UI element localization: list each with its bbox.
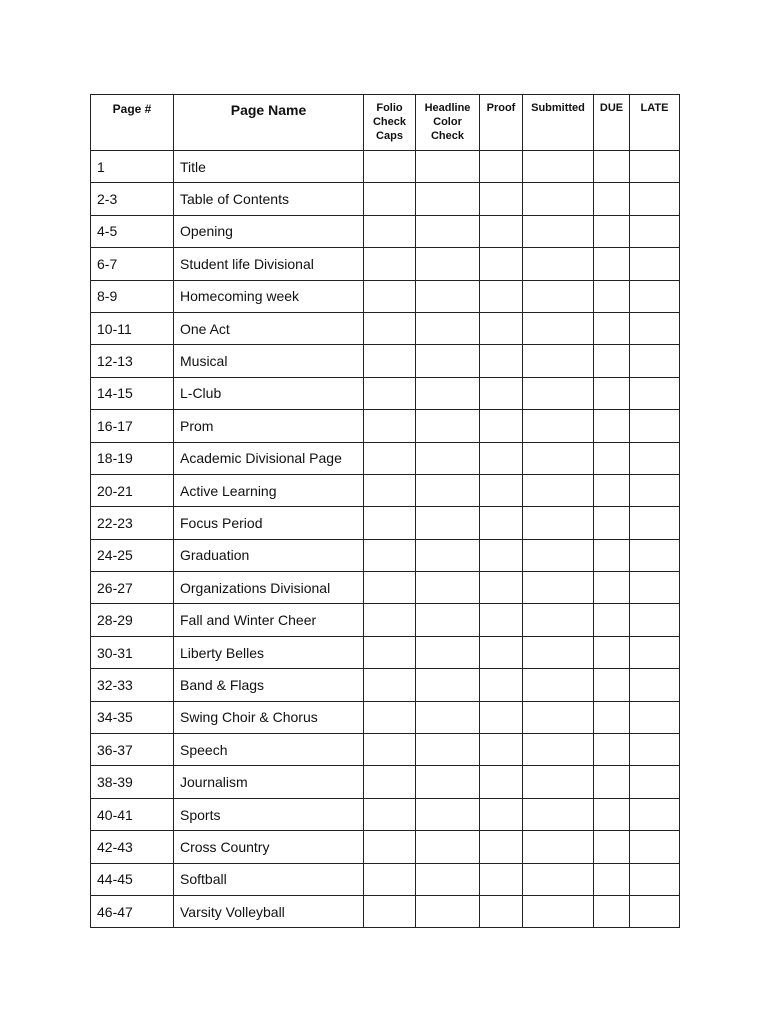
headline-check-cell[interactable] bbox=[416, 474, 480, 506]
proof-cell[interactable] bbox=[480, 151, 523, 183]
table-row bbox=[91, 215, 680, 247]
folio-check-cell[interactable] bbox=[364, 442, 416, 474]
page-number-cell: 28-29 bbox=[91, 604, 174, 636]
proof-cell[interactable] bbox=[480, 507, 523, 539]
folio-check-cell[interactable] bbox=[364, 248, 416, 280]
due-cell[interactable] bbox=[594, 604, 630, 636]
page-number-cell: 2-3 bbox=[91, 183, 174, 215]
page-number-cell: 18-19 bbox=[91, 442, 174, 474]
page-name-cell: Swing Choir & Chorus bbox=[174, 701, 364, 733]
late-cell[interactable] bbox=[630, 442, 680, 474]
page-name-cell: Band & Flags bbox=[174, 669, 364, 701]
page-name-cell: Sports bbox=[174, 798, 364, 830]
table-row bbox=[91, 539, 680, 571]
page-name-cell: Fall and Winter Cheer bbox=[174, 604, 364, 636]
page-number-cell: 30-31 bbox=[91, 636, 174, 668]
headline-check-cell[interactable] bbox=[416, 151, 480, 183]
folio-check-cell[interactable] bbox=[364, 377, 416, 409]
page-name-cell: Varsity Volleyball bbox=[174, 895, 364, 927]
proof-cell[interactable] bbox=[480, 669, 523, 701]
submitted-cell[interactable] bbox=[523, 215, 594, 247]
page-name-cell: L-Club bbox=[174, 377, 364, 409]
table-row bbox=[91, 734, 680, 766]
page-name-cell: Focus Period bbox=[174, 507, 364, 539]
proof-cell[interactable] bbox=[480, 572, 523, 604]
due-cell[interactable] bbox=[594, 798, 630, 830]
headline-check-cell[interactable] bbox=[416, 798, 480, 830]
page-number-cell: 12-13 bbox=[91, 345, 174, 377]
headline-check-cell[interactable] bbox=[416, 312, 480, 344]
headline-check-cell[interactable] bbox=[416, 863, 480, 895]
proof-cell[interactable] bbox=[480, 215, 523, 247]
page-number-cell: 1 bbox=[91, 151, 174, 183]
due-cell[interactable] bbox=[594, 345, 630, 377]
due-cell[interactable] bbox=[594, 572, 630, 604]
proof-cell[interactable] bbox=[480, 377, 523, 409]
submitted-cell[interactable] bbox=[523, 669, 594, 701]
late-cell[interactable] bbox=[630, 280, 680, 312]
folio-check-cell[interactable] bbox=[364, 701, 416, 733]
proof-cell[interactable] bbox=[480, 766, 523, 798]
page-name-cell: Speech bbox=[174, 734, 364, 766]
late-cell[interactable] bbox=[630, 248, 680, 280]
page-number-cell: 10-11 bbox=[91, 312, 174, 344]
folio-check-cell[interactable] bbox=[364, 798, 416, 830]
submitted-cell[interactable] bbox=[523, 474, 594, 506]
late-cell[interactable] bbox=[630, 312, 680, 344]
folio-check-cell[interactable] bbox=[364, 734, 416, 766]
page-number-cell: 44-45 bbox=[91, 863, 174, 895]
table-row bbox=[91, 442, 680, 474]
headline-check-cell[interactable] bbox=[416, 377, 480, 409]
headline-check-cell[interactable] bbox=[416, 895, 480, 927]
table-row bbox=[91, 798, 680, 830]
due-cell[interactable] bbox=[594, 539, 630, 571]
late-cell[interactable] bbox=[630, 377, 680, 409]
table-row bbox=[91, 895, 680, 927]
submitted-cell[interactable] bbox=[523, 734, 594, 766]
header-proof: Proof bbox=[480, 95, 523, 151]
table-row bbox=[91, 669, 680, 701]
page-name-cell: Opening bbox=[174, 215, 364, 247]
headline-check-cell[interactable] bbox=[416, 215, 480, 247]
due-cell[interactable] bbox=[594, 701, 630, 733]
page-number-cell: 16-17 bbox=[91, 410, 174, 442]
page-number-cell: 24-25 bbox=[91, 539, 174, 571]
late-cell[interactable] bbox=[630, 410, 680, 442]
proof-cell[interactable] bbox=[480, 798, 523, 830]
due-cell[interactable] bbox=[594, 831, 630, 863]
folio-check-cell[interactable] bbox=[364, 183, 416, 215]
submitted-cell[interactable] bbox=[523, 572, 594, 604]
proof-cell[interactable] bbox=[480, 183, 523, 215]
folio-check-cell[interactable] bbox=[364, 831, 416, 863]
proof-cell[interactable] bbox=[480, 248, 523, 280]
page-number-cell: 42-43 bbox=[91, 831, 174, 863]
submitted-cell[interactable] bbox=[523, 312, 594, 344]
submitted-cell[interactable] bbox=[523, 636, 594, 668]
submitted-cell[interactable] bbox=[523, 507, 594, 539]
headline-check-cell[interactable] bbox=[416, 248, 480, 280]
folio-check-cell[interactable] bbox=[364, 280, 416, 312]
page-number-cell: 40-41 bbox=[91, 798, 174, 830]
late-cell[interactable] bbox=[630, 766, 680, 798]
table-row bbox=[91, 766, 680, 798]
late-cell[interactable] bbox=[630, 151, 680, 183]
late-cell[interactable] bbox=[630, 507, 680, 539]
headline-check-cell[interactable] bbox=[416, 572, 480, 604]
due-cell[interactable] bbox=[594, 636, 630, 668]
proof-cell[interactable] bbox=[480, 312, 523, 344]
page-name-cell: Title bbox=[174, 151, 364, 183]
headline-check-cell[interactable] bbox=[416, 539, 480, 571]
page-number-cell: 8-9 bbox=[91, 280, 174, 312]
table-row bbox=[91, 183, 680, 215]
folio-check-cell[interactable] bbox=[364, 474, 416, 506]
table-row bbox=[91, 507, 680, 539]
folio-check-cell[interactable] bbox=[364, 895, 416, 927]
late-cell[interactable] bbox=[630, 734, 680, 766]
folio-check-cell[interactable] bbox=[364, 151, 416, 183]
submitted-cell[interactable] bbox=[523, 798, 594, 830]
folio-check-cell[interactable] bbox=[364, 312, 416, 344]
page-number-cell: 34-35 bbox=[91, 701, 174, 733]
late-cell[interactable] bbox=[630, 474, 680, 506]
headline-check-cell[interactable] bbox=[416, 831, 480, 863]
proof-cell[interactable] bbox=[480, 604, 523, 636]
late-cell[interactable] bbox=[630, 215, 680, 247]
folio-check-cell[interactable] bbox=[364, 215, 416, 247]
proof-cell[interactable] bbox=[480, 863, 523, 895]
folio-check-cell[interactable] bbox=[364, 766, 416, 798]
page-number-cell: 6-7 bbox=[91, 248, 174, 280]
folio-check-cell[interactable] bbox=[364, 636, 416, 668]
header-headline-line3: Check bbox=[430, 130, 465, 142]
due-cell[interactable] bbox=[594, 734, 630, 766]
page-name-cell: Cross Country bbox=[174, 831, 364, 863]
headline-check-cell[interactable] bbox=[416, 183, 480, 215]
table-row bbox=[91, 377, 680, 409]
page-name-cell: Homecoming week bbox=[174, 280, 364, 312]
proof-cell[interactable] bbox=[480, 831, 523, 863]
table-row bbox=[91, 572, 680, 604]
proof-cell[interactable] bbox=[480, 442, 523, 474]
page-number-cell: 36-37 bbox=[91, 734, 174, 766]
headline-check-cell[interactable] bbox=[416, 345, 480, 377]
folio-check-cell[interactable] bbox=[364, 539, 416, 571]
proof-cell[interactable] bbox=[480, 895, 523, 927]
submitted-cell[interactable] bbox=[523, 345, 594, 377]
header-folio-line2: Check bbox=[372, 116, 407, 128]
table-row bbox=[91, 151, 680, 183]
header-submitted: Submitted bbox=[523, 95, 594, 151]
submitted-cell[interactable] bbox=[523, 248, 594, 280]
due-cell[interactable] bbox=[594, 312, 630, 344]
late-cell[interactable] bbox=[630, 539, 680, 571]
table-row bbox=[91, 701, 680, 733]
folio-check-cell[interactable] bbox=[364, 572, 416, 604]
submitted-cell[interactable] bbox=[523, 831, 594, 863]
header-row bbox=[91, 95, 680, 151]
headline-check-cell[interactable] bbox=[416, 442, 480, 474]
page-name-cell: Journalism bbox=[174, 766, 364, 798]
headline-check-cell[interactable] bbox=[416, 410, 480, 442]
headline-check-cell[interactable] bbox=[416, 604, 480, 636]
due-cell[interactable] bbox=[594, 766, 630, 798]
page-name-cell: Liberty Belles bbox=[174, 636, 364, 668]
proof-cell[interactable] bbox=[480, 410, 523, 442]
proof-cell[interactable] bbox=[480, 539, 523, 571]
table-body bbox=[91, 151, 680, 928]
due-cell[interactable] bbox=[594, 474, 630, 506]
late-cell[interactable] bbox=[630, 701, 680, 733]
proof-cell[interactable] bbox=[480, 636, 523, 668]
due-cell[interactable] bbox=[594, 377, 630, 409]
proof-cell[interactable] bbox=[480, 345, 523, 377]
headline-check-cell[interactable] bbox=[416, 734, 480, 766]
page-number-cell: 46-47 bbox=[91, 895, 174, 927]
table-row bbox=[91, 248, 680, 280]
page-number-cell: 14-15 bbox=[91, 377, 174, 409]
folio-check-cell[interactable] bbox=[364, 345, 416, 377]
headline-check-cell[interactable] bbox=[416, 766, 480, 798]
page-name-cell: Prom bbox=[174, 410, 364, 442]
submitted-cell[interactable] bbox=[523, 895, 594, 927]
page-name-cell: Table of Contents bbox=[174, 183, 364, 215]
submitted-cell[interactable] bbox=[523, 183, 594, 215]
folio-check-cell[interactable] bbox=[364, 669, 416, 701]
header-headline-color-check bbox=[416, 95, 480, 151]
table-row bbox=[91, 474, 680, 506]
page-name-cell: One Act bbox=[174, 312, 364, 344]
table-row bbox=[91, 604, 680, 636]
headline-check-cell[interactable] bbox=[416, 636, 480, 668]
late-cell[interactable] bbox=[630, 669, 680, 701]
proof-cell[interactable] bbox=[480, 474, 523, 506]
table-row bbox=[91, 280, 680, 312]
page-checklist-table bbox=[90, 94, 680, 928]
late-cell[interactable] bbox=[630, 604, 680, 636]
page-number-cell: 38-39 bbox=[91, 766, 174, 798]
late-cell[interactable] bbox=[630, 345, 680, 377]
due-cell[interactable] bbox=[594, 507, 630, 539]
due-cell[interactable] bbox=[594, 280, 630, 312]
late-cell[interactable] bbox=[630, 831, 680, 863]
headline-check-cell[interactable] bbox=[416, 669, 480, 701]
page-number-cell: 22-23 bbox=[91, 507, 174, 539]
header-page-name: Page Name bbox=[174, 95, 364, 151]
table-row bbox=[91, 345, 680, 377]
due-cell[interactable] bbox=[594, 183, 630, 215]
submitted-cell[interactable] bbox=[523, 701, 594, 733]
page-name-cell: Active Learning bbox=[174, 474, 364, 506]
folio-check-cell[interactable] bbox=[364, 410, 416, 442]
proof-cell[interactable] bbox=[480, 734, 523, 766]
due-cell[interactable] bbox=[594, 248, 630, 280]
due-cell[interactable] bbox=[594, 215, 630, 247]
table-row bbox=[91, 831, 680, 863]
late-cell[interactable] bbox=[630, 798, 680, 830]
due-cell[interactable] bbox=[594, 863, 630, 895]
due-cell[interactable] bbox=[594, 442, 630, 474]
headline-check-cell[interactable] bbox=[416, 507, 480, 539]
submitted-cell[interactable] bbox=[523, 442, 594, 474]
page-name-cell: Organizations Divisional bbox=[174, 572, 364, 604]
header-late: LATE bbox=[630, 95, 680, 151]
late-cell[interactable] bbox=[630, 863, 680, 895]
headline-check-cell[interactable] bbox=[416, 701, 480, 733]
due-cell[interactable] bbox=[594, 669, 630, 701]
page-name-cell: Academic Divisional Page bbox=[174, 442, 364, 474]
table-row bbox=[91, 636, 680, 668]
submitted-cell[interactable] bbox=[523, 766, 594, 798]
page-name-cell: Musical bbox=[174, 345, 364, 377]
page-name-cell: Graduation bbox=[174, 539, 364, 571]
headline-check-cell[interactable] bbox=[416, 280, 480, 312]
page-number-cell: 32-33 bbox=[91, 669, 174, 701]
proof-cell[interactable] bbox=[480, 701, 523, 733]
header-folio-line3: Caps bbox=[376, 130, 403, 142]
page-number-cell: 20-21 bbox=[91, 474, 174, 506]
late-cell[interactable] bbox=[630, 183, 680, 215]
submitted-cell[interactable] bbox=[523, 151, 594, 183]
proof-cell[interactable] bbox=[480, 280, 523, 312]
submitted-cell[interactable] bbox=[523, 539, 594, 571]
late-cell[interactable] bbox=[630, 895, 680, 927]
late-cell[interactable] bbox=[630, 636, 680, 668]
submitted-cell[interactable] bbox=[523, 604, 594, 636]
submitted-cell[interactable] bbox=[523, 377, 594, 409]
submitted-cell[interactable] bbox=[523, 863, 594, 895]
due-cell[interactable] bbox=[594, 151, 630, 183]
header-page-number: Page # bbox=[91, 95, 174, 151]
page-name-cell: Softball bbox=[174, 863, 364, 895]
header-due: DUE bbox=[594, 95, 630, 151]
folio-check-cell[interactable] bbox=[364, 863, 416, 895]
header-folio-check-caps bbox=[364, 95, 416, 151]
folio-check-cell[interactable] bbox=[364, 507, 416, 539]
header-headline-line1: Headline bbox=[424, 102, 471, 114]
late-cell[interactable] bbox=[630, 572, 680, 604]
submitted-cell[interactable] bbox=[523, 280, 594, 312]
page-number-cell: 4-5 bbox=[91, 215, 174, 247]
page-name-cell: Student life Divisional bbox=[174, 248, 364, 280]
page-number-cell: 26-27 bbox=[91, 572, 174, 604]
folio-check-cell[interactable] bbox=[364, 604, 416, 636]
table-row bbox=[91, 410, 680, 442]
header-folio-line1: Folio bbox=[376, 102, 403, 114]
submitted-cell[interactable] bbox=[523, 410, 594, 442]
due-cell[interactable] bbox=[594, 410, 630, 442]
header-headline-line2: Color bbox=[433, 116, 462, 128]
due-cell[interactable] bbox=[594, 895, 630, 927]
table-row bbox=[91, 863, 680, 895]
table-row bbox=[91, 312, 680, 344]
